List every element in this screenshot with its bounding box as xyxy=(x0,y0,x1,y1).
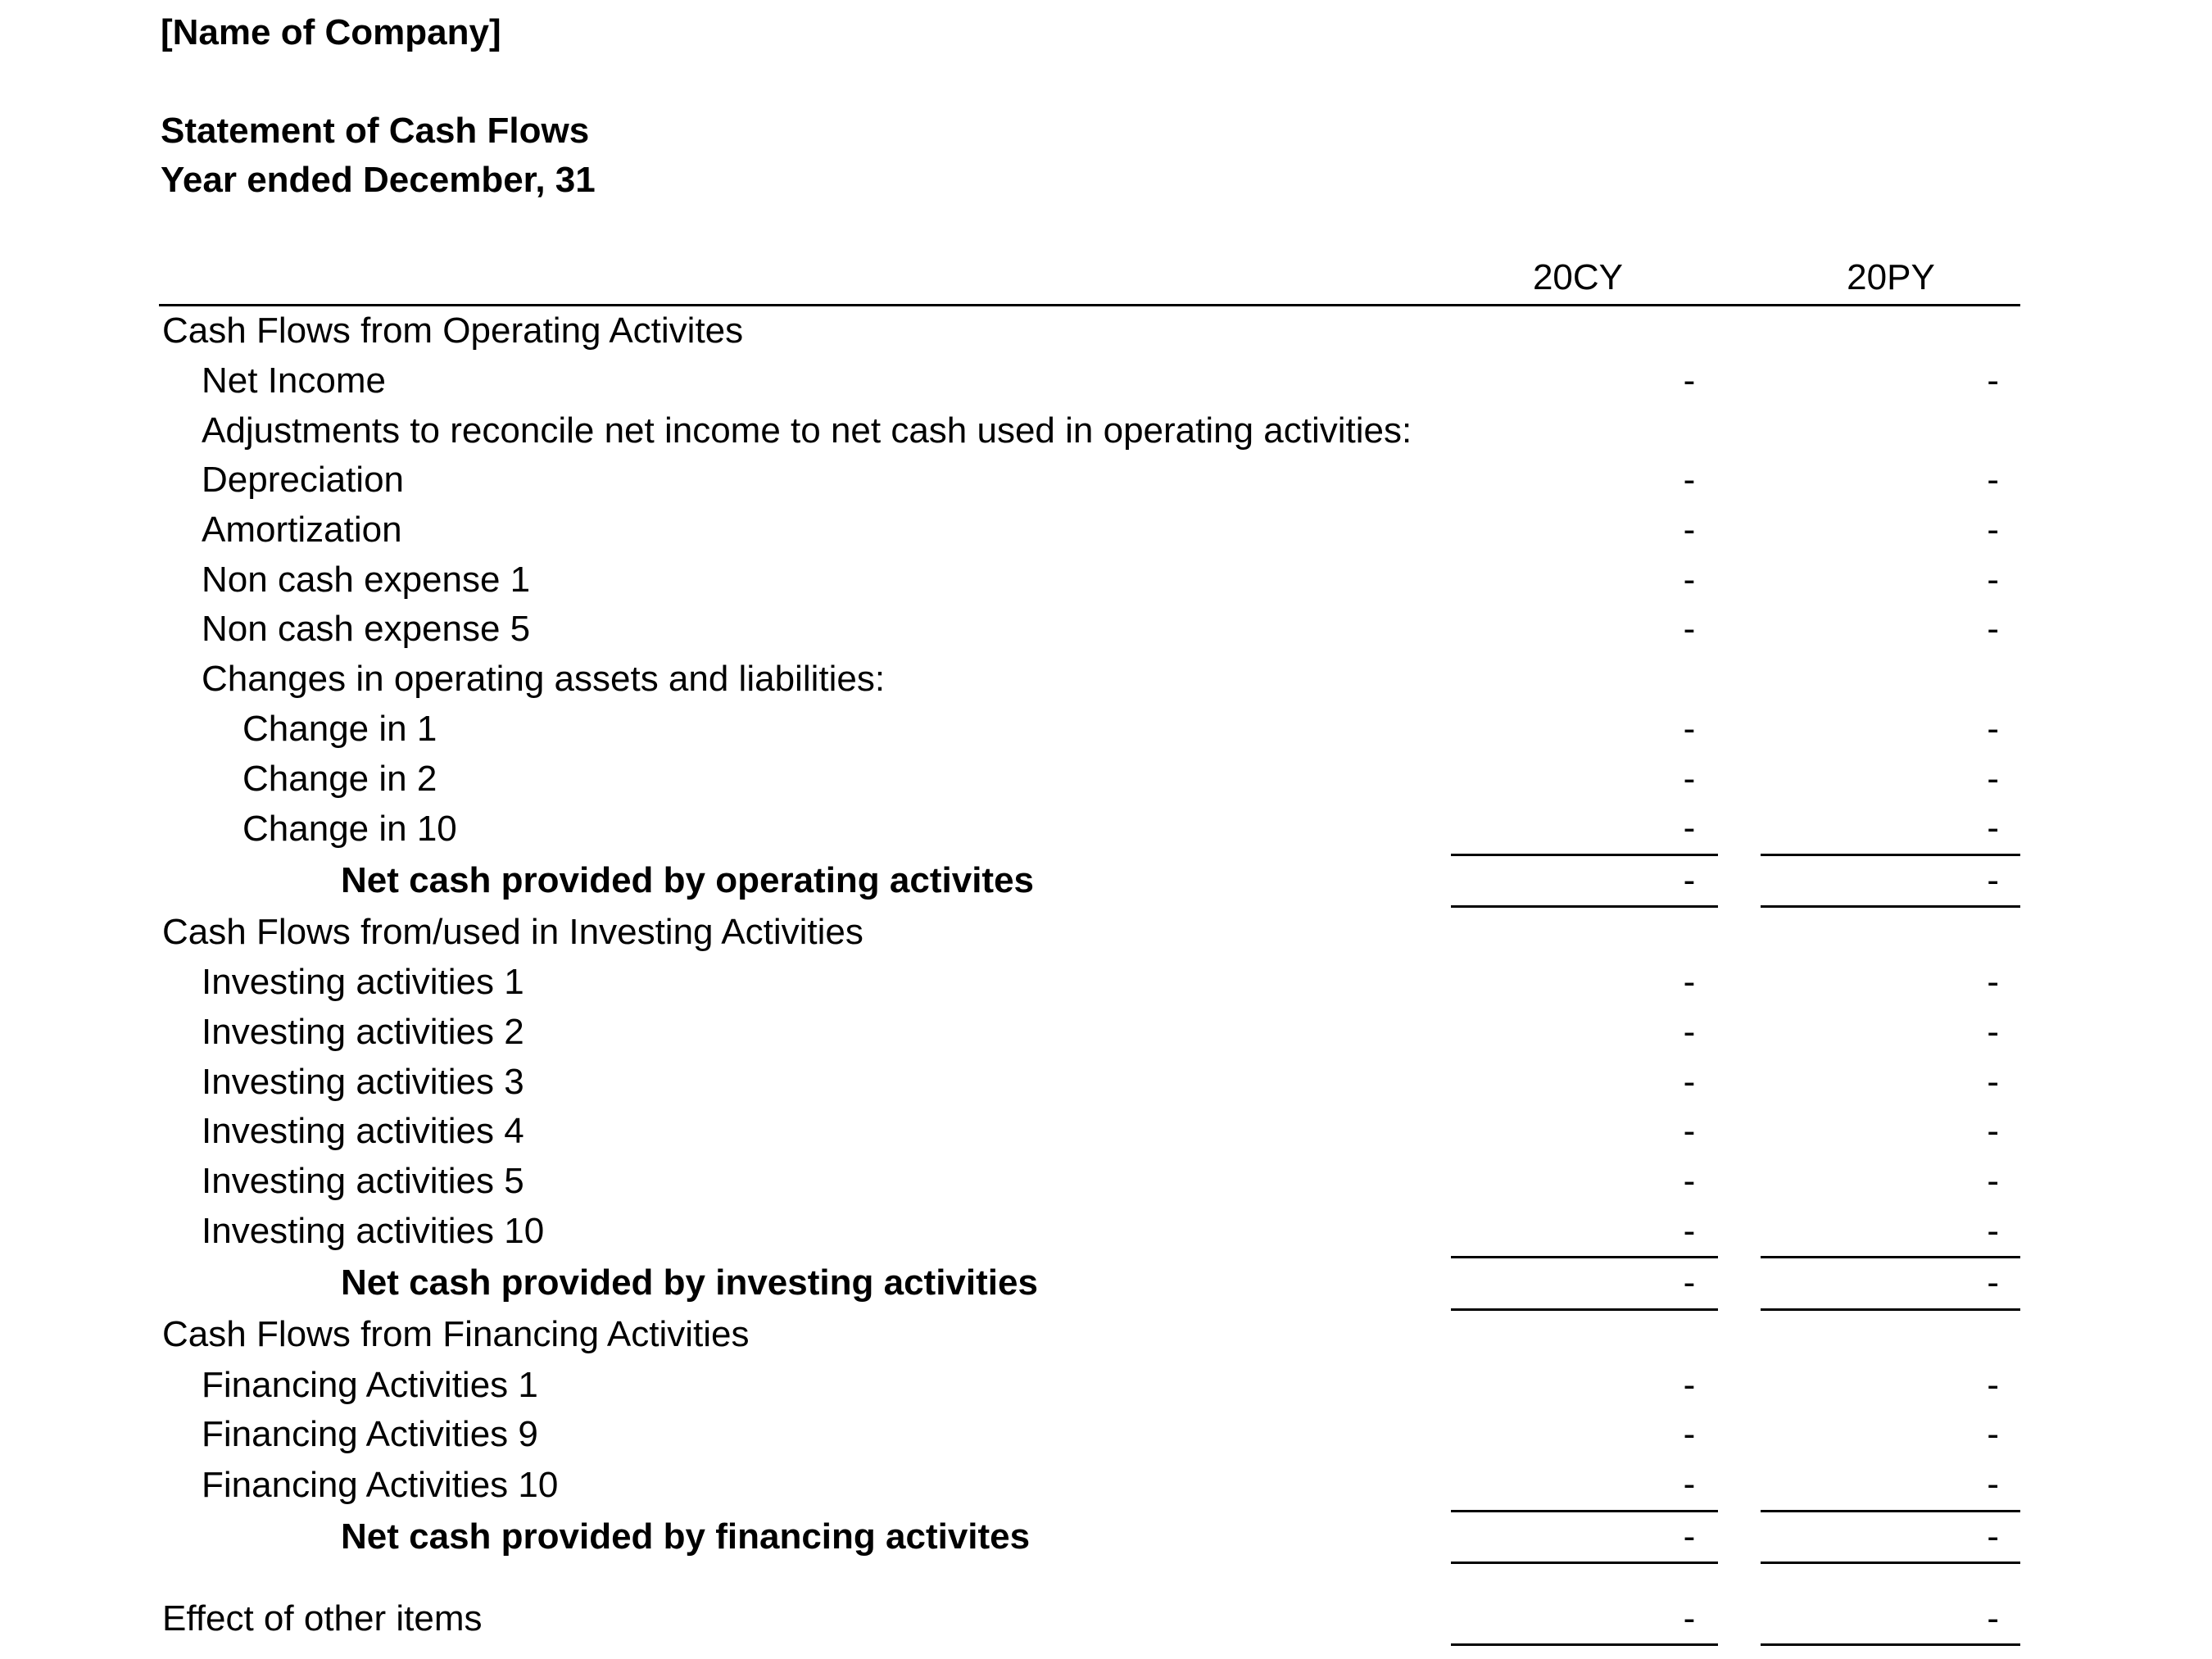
amount-prior: - xyxy=(1987,1061,1999,1102)
amount-prior: - xyxy=(1761,1593,2020,1644)
row-label: Effect of other items xyxy=(162,1598,483,1639)
amount-prior: - xyxy=(1987,559,1999,600)
amount-current: - xyxy=(1451,1258,1719,1310)
table-row xyxy=(159,958,2020,1008)
section-heading-operating xyxy=(159,306,2020,356)
row-label: Cash Flows from Operating Activites xyxy=(162,310,744,351)
amount-prior: - xyxy=(1987,1161,1999,1202)
amount-prior: - xyxy=(1761,804,2020,854)
row-label: Financing Activities 1 xyxy=(202,1364,538,1405)
row-label: Change in 10 xyxy=(243,808,457,849)
amount-current: - xyxy=(1683,1061,1696,1102)
amount-current: - xyxy=(1683,609,1696,650)
table-row xyxy=(159,1206,2020,1257)
row-label: Non cash expense 5 xyxy=(202,609,531,650)
statement-title: Statement of Cash Flows xyxy=(161,111,590,151)
row-label: Change in 1 xyxy=(243,708,437,749)
table-row xyxy=(159,1157,2020,1207)
statement-period: Year ended December, 31 xyxy=(161,160,596,200)
table-row xyxy=(159,1460,2020,1511)
amount-current: - xyxy=(1683,360,1696,401)
row-label: Investing activities 4 xyxy=(202,1111,524,1152)
amount-current: - xyxy=(1683,460,1696,501)
row-label: Cash Flows from/used in Investing Activities xyxy=(162,911,863,952)
row-label: Depreciation xyxy=(202,460,405,501)
table-row xyxy=(159,655,2020,705)
table-row xyxy=(159,605,2020,655)
subtotal-row-financing xyxy=(159,1511,2020,1563)
section-heading-financing xyxy=(159,1309,2020,1360)
subtotal-row-investing xyxy=(159,1258,2020,1310)
row-label: Net cash provided by financing activites xyxy=(341,1516,1031,1557)
amount-prior: - xyxy=(1987,510,1999,551)
table-row xyxy=(159,406,2020,456)
table-row xyxy=(159,1107,2020,1157)
table-row xyxy=(159,754,2020,804)
row-label: Financing Activities 9 xyxy=(202,1414,538,1455)
row-label: Financing Activities 10 xyxy=(202,1464,559,1505)
row-label: Change in 2 xyxy=(243,758,437,799)
section-heading-investing xyxy=(159,907,2020,958)
row-label: Net cash provided by investing activities xyxy=(341,1262,1038,1303)
spacer-row xyxy=(159,1563,2020,1594)
amount-prior: - xyxy=(1987,1414,1999,1455)
amount-prior: - xyxy=(1987,1111,1999,1152)
amount-prior: - xyxy=(1987,708,1999,749)
table-row xyxy=(159,505,2020,555)
row-label: Investing activities 2 xyxy=(202,1011,524,1052)
amount-current: - xyxy=(1683,510,1696,551)
amount-prior: - xyxy=(1987,360,1999,401)
amount-current: - xyxy=(1683,559,1696,600)
amount-prior: - xyxy=(1761,854,2020,907)
row-label: Investing activities 1 xyxy=(202,962,524,1003)
amount-prior: - xyxy=(1987,609,1999,650)
amount-prior: - xyxy=(1761,1511,2020,1563)
amount-current: - xyxy=(1451,1511,1719,1563)
row-label: Net Income xyxy=(202,360,386,401)
row-label: Amortization xyxy=(202,510,402,551)
amount-prior: - xyxy=(1761,1258,2020,1310)
company-name: [Name of Company] xyxy=(161,12,501,52)
amount-prior: - xyxy=(1761,1206,2020,1257)
amount-current: - xyxy=(1683,1161,1696,1202)
amount-current: - xyxy=(1683,1111,1696,1152)
amount-current: - xyxy=(1451,854,1719,907)
cash-flow-table xyxy=(159,304,2020,1646)
amount-current: - xyxy=(1451,804,1719,854)
row-label: Changes in operating assets and liabilities: xyxy=(202,659,886,700)
table-row xyxy=(159,1008,2020,1058)
table-row xyxy=(159,804,2020,854)
row-label: Investing activities 3 xyxy=(202,1061,524,1102)
amount-prior: - xyxy=(1987,1011,1999,1052)
table-row xyxy=(159,1057,2020,1107)
amount-prior: - xyxy=(1761,1460,2020,1511)
table-row xyxy=(159,705,2020,755)
amount-current: - xyxy=(1683,1011,1696,1052)
amount-prior: - xyxy=(1987,962,1999,1003)
row-label: Adjustments to reconcile net income to net cash used in operating activities: xyxy=(202,410,1412,451)
table-row-effect-of-other-items xyxy=(159,1593,2020,1644)
amount-current: - xyxy=(1683,758,1696,799)
amount-current: - xyxy=(1451,1460,1719,1511)
subtotal-row-operating xyxy=(159,854,2020,907)
amount-current: - xyxy=(1683,1364,1696,1405)
row-label: Non cash expense 1 xyxy=(202,559,531,600)
table-row xyxy=(159,1360,2020,1410)
column-header-current-year: 20CY xyxy=(1532,257,1624,297)
amount-prior: - xyxy=(1987,1364,1999,1405)
table-row xyxy=(159,456,2020,505)
row-label: Net cash provided by operating activites xyxy=(341,859,1035,900)
amount-current: - xyxy=(1683,708,1696,749)
row-label: Investing activities 10 xyxy=(202,1211,545,1252)
amount-prior: - xyxy=(1987,460,1999,501)
table-row xyxy=(159,356,2020,406)
amount-current: - xyxy=(1683,1414,1696,1455)
amount-current: - xyxy=(1451,1206,1719,1257)
row-label: Cash Flows from Financing Activities xyxy=(162,1314,750,1355)
table-row xyxy=(159,1410,2020,1460)
table-row xyxy=(159,555,2020,605)
column-header-prior-year: 20PY xyxy=(1847,257,1935,297)
amount-prior: - xyxy=(1987,758,1999,799)
row-label: Investing activities 5 xyxy=(202,1161,524,1202)
amount-current: - xyxy=(1683,962,1696,1003)
amount-current: - xyxy=(1451,1593,1719,1644)
